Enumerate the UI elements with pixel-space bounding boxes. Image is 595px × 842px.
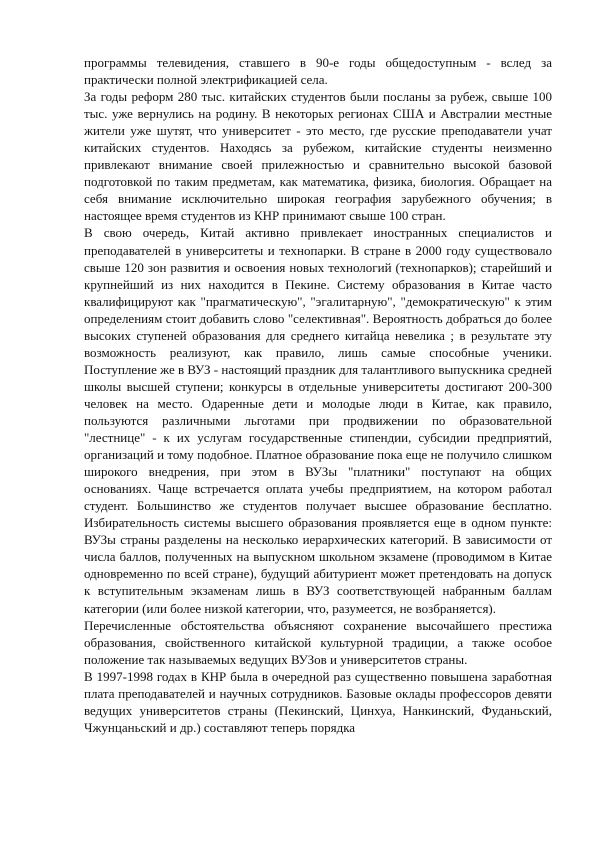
paragraph-3: В свою очередь, Китай активно привлекает иностранных специалистов и преподавателей в университеты и технопарки. В стране в 2000 году существовало свыше 120 зон развития и освоения новых технологий (технопарков); старейший и крупнейший из них находится в Пекине. Систему образования в Китае часто квалифицируют как "прагматическую", "эгалитарную", "демократическую" к этим определениям стоит добавить слово "селективная". Вероятность добраться до более высоких ступеней образования для среднего китайца невелика ; в результате эту возможность реализуют, как правило, лишь самые способные ученики. Поступление же в ВУЗ - настоящий праздник для талантливого выпускника средней школы высшей ступени; конкурсы в отдельные университеты достигают 200-300 человек на место. Одаренные дети и молодые люди в Китае, как правило, пользуются различными льготами при продвижении по образовательной "лестнице" - к их услугам государственные стипендии, субсидии предприятий, организаций и тому подобное. Платное образование пока еще не получило слишком широкого внедрения, при этом в ВУЗы "платники" поступают на общих основаниях. Чаще встречается оплата учебы предприятием, на котором работал студент. Большинство же студентов получает высшее образование бесплатно. Избирательность системы высшего образования проявляется еще в одном пункте: ВУЗы страны разделены на несколько иерархических категорий. В зависимости от числа баллов, полученных на выпускном школьном экзамене (проводимом в Китае одновременно по всей стране), будущий абитуриент может претендовать на допуск к вступительным экзаменам лишь в ВУЗ соответствующей набранным баллам категории (или более низкой категории, что, разумеется, не возбраняется). xyxy=(84,225,552,616)
paragraph-5: В 1997-1998 годах в КНР была в очередной раз существенно повышена заработная плата преподавателей и научных сотрудников. Базовые оклады профессоров девяти ведущих университетов страны (Пекинский, Цинхуа, Нанкинский, Фуданьский, Чжунцаньский и др.) составляют теперь порядка xyxy=(84,668,552,735)
paragraph-4: Перечисленные обстоятельства объясняют сохранение высочайшего престижа образования, свойственного китайской культурной традиции, а также особое положение так называемых ведущих ВУЗов и университетов страны. xyxy=(84,617,552,667)
paragraph-1: программы телевидения, ставшего в 90-е годы общедоступным - вслед за практически полной электрификацией села. xyxy=(84,55,552,88)
document-body xyxy=(84,54,552,736)
paragraph-2: За годы реформ 280 тыс. китайских студентов были посланы за рубеж, свыше 100 тыс. уже вернулись на родину. В некоторых регионах США и Австралии местные жители уже шутят, что университет - это место, где русские преподаватели учат китайских студентов. Находясь за рубежом, китайские студенты неизменно привлекают внимание своей прилежностью и сравнительно высокой базовой подготовкой по таким предметам, как математика, физика, биология. Обращает на себя внимание исключительно широкая география зарубежного обучения; в настоящее время студентов из КНР принимают свыше 100 стран. xyxy=(84,89,552,224)
